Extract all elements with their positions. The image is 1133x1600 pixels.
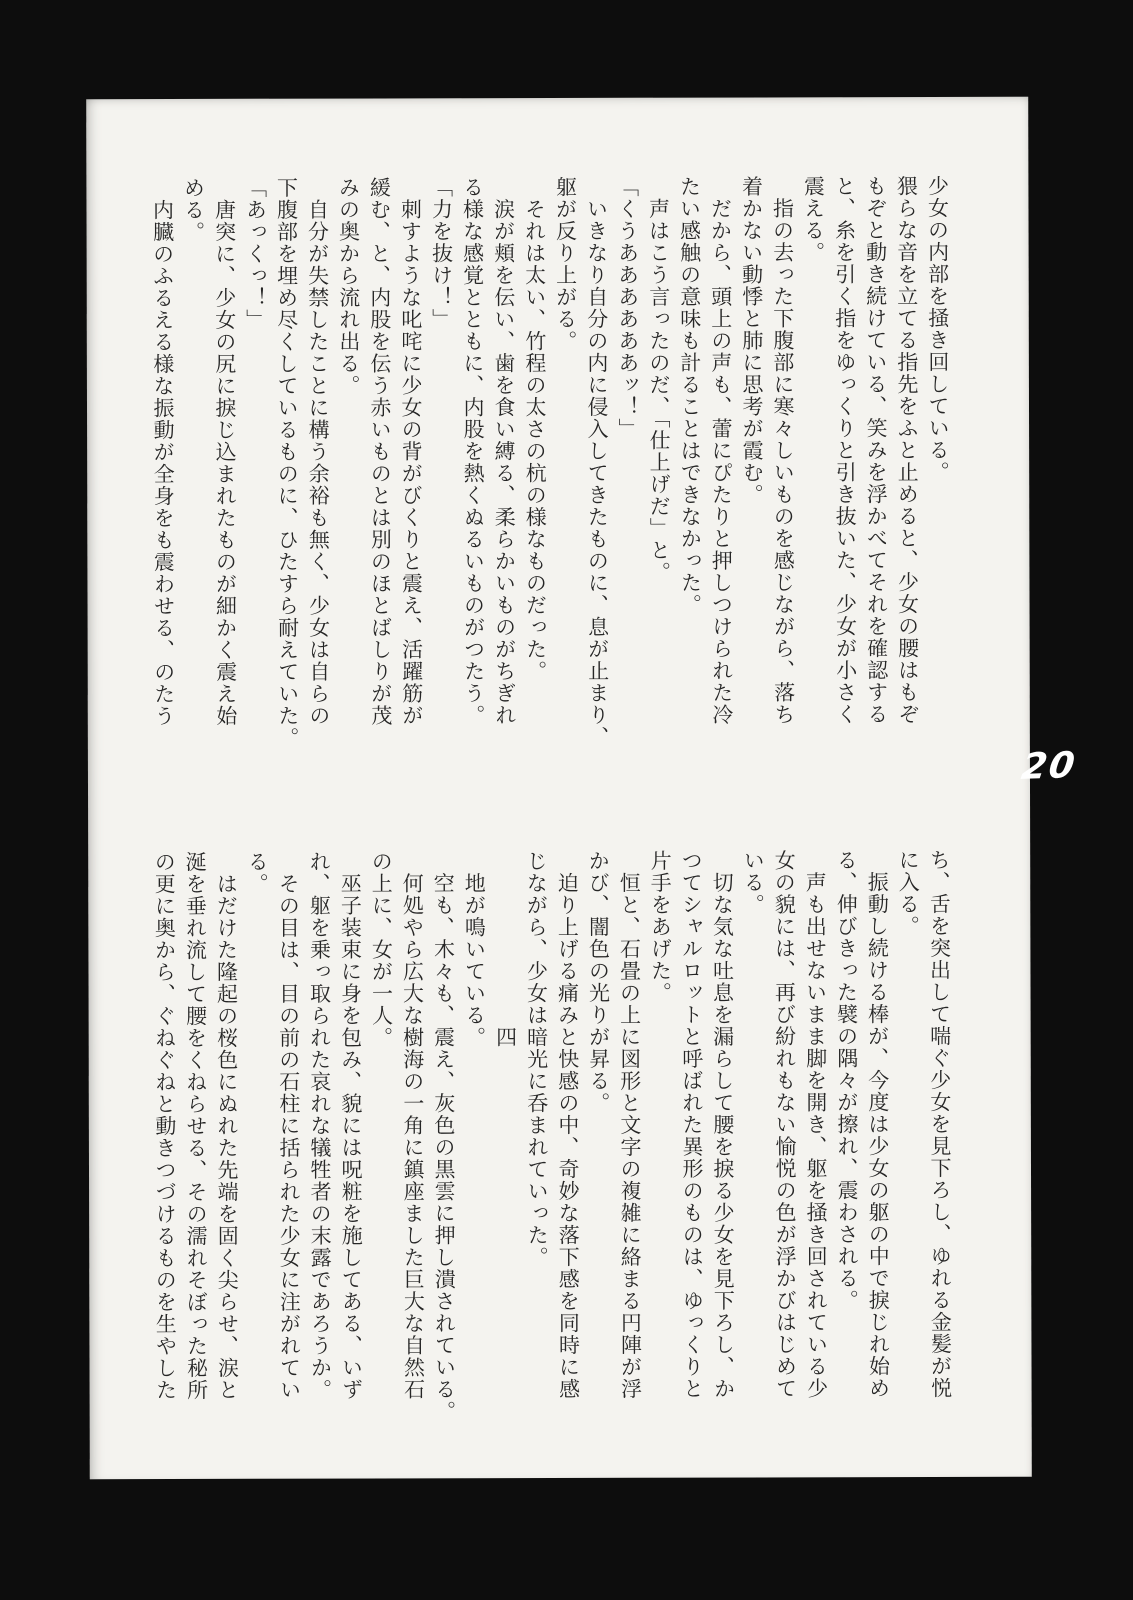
text-column: たい感触の意味も計ることはできなかった。 (677, 175, 703, 616)
text-column: 「あっくっ！」 (243, 176, 268, 331)
book-page (86, 97, 1032, 1479)
text-column: その目は、目の前の石柱に括られた少女に注がれてい (276, 850, 302, 1401)
text-column: じながら、少女は暗光に呑まれていった。 (524, 850, 550, 1269)
text-column: 四 (493, 850, 518, 1049)
text-column: 唐突に、少女の尻に捩じ込まれたものが細かく震え始 (212, 176, 238, 727)
text-column: 女の貌には、再び紛れもない愉悦の色が浮かびはじめて (772, 849, 798, 1400)
text-column: 巫子装束に身を包み、貌には呪粧を施してある、いず (338, 850, 364, 1401)
text-column: に入る。 (896, 849, 921, 938)
text-column: みの奥から流れ出る。 (336, 176, 361, 397)
text-column: る。 (245, 850, 270, 895)
text-column: もぞと動き続けている、笑みを浮かべてそれを確認する (863, 175, 889, 726)
text-column: 声も出せないまま脚を開き、躯を掻き回されている少 (803, 849, 829, 1400)
text-block-lower (148, 849, 956, 1451)
text-column: の更に奥から、ぐねぐねと動きつづけるものを生やした (152, 851, 178, 1402)
text-column: める。 (181, 176, 206, 243)
text-column: 内臓のふるえる様な振動が全身をも震わせる、のたう (150, 177, 176, 728)
text-column: 空も、木々も、震え、灰色の黒雲に押し潰されている。 (431, 850, 457, 1423)
text-column: 地が鳴いている。 (462, 850, 487, 1049)
text-column: 「力を抜け！」 (429, 176, 454, 331)
text-column: 指の去った下腹部に寒々しいものを感じながら、落ち (770, 175, 796, 726)
text-column: 猥らな音を立てる指先をふと止めると、少女の腰はもぞ (894, 175, 920, 726)
text-column: それは太い、竹程の太さの杭の様なものだった。 (522, 176, 548, 683)
page-number: 20 (1018, 745, 1080, 788)
text-column: 切な気な吐息を漏らして腰を捩る少女を見下ろし、か (710, 849, 736, 1400)
text-column: る様な感覚とともに、内股を熱くぬるいものがつたう。 (460, 176, 486, 727)
text-column: ち、舌を突出して喘ぐ少女を見下ろし、ゆれる金髪が悦 (927, 848, 953, 1400)
text-column: 涎を垂れ流して腰をくねらせる、その濡れそぼった秘所 (183, 850, 209, 1401)
text-column: かび、闇色の光りが昇る。 (586, 849, 611, 1114)
text-column: 迫り上げる痛みと快感の中、奇妙な落下感を同時に感 (555, 849, 581, 1401)
text-column: 少女の内部を掻き回している。 (925, 174, 951, 484)
text-column: の上に、女が一人。 (369, 850, 394, 1049)
text-column: 振動し続ける棒が、今度は少女の躯の中で捩じれ始め (865, 849, 891, 1400)
text-column: 声はこう言ったのだ、「仕上げだ」と。 (646, 175, 672, 584)
text-column: いきなり自分の内に侵入してきたものに、息が止まり、 (584, 175, 610, 748)
text-column: 「くうああああああッ！」 (615, 175, 641, 440)
text-column: いる。 (741, 849, 766, 916)
text-column: 自分が失禁したことに構う余裕も無く、少女は自らの (305, 176, 331, 727)
text-column: と、糸を引く指をゆっくりと引き抜いた、少女が小さく (832, 175, 858, 726)
text-column: 何処やら広大な樹海の一角に鎮座ました巨大な自然石 (400, 850, 426, 1401)
text-column: 躯が反り上がる。 (553, 175, 578, 353)
text-column: る、伸びきった襞の隅々が擦れ、震わされる。 (834, 849, 860, 1312)
text-column: 震える。 (801, 175, 826, 264)
text-column: 恒と、石畳の上に図形と文字の複雑に絡まる円陣が浮 (617, 849, 643, 1400)
text-column: れ、躯を乗っ取られた哀れな犠牲者の末露であろうか。 (307, 850, 333, 1401)
text-column: 緩む、と、内股を伝う赤いものとは別のほとばしりが茂 (367, 176, 393, 727)
text-column: はだけた隆起の桜色にぬれた先端を固く尖らせ、涙と (214, 850, 240, 1401)
text-column: だから、頭上の声も、蕾にぴたりと押しつけられた冷 (708, 175, 734, 726)
text-column: 下腹部を埋め尽くしているものに、ひたすら耐えていた。 (274, 176, 300, 749)
text-block-upper (146, 175, 954, 777)
text-column: 刺すような叱咤に少女の背がびくりと震え、活躍筋が (398, 176, 424, 727)
text-column: 涙が頬を伝い、歯を食い縛る、柔らかいものがちぎれ (491, 176, 517, 727)
text-column: 片手をあげた。 (648, 849, 673, 1004)
text-column: つてシャルロットと呼ばれた異形のものは、ゆっくりと (679, 849, 705, 1400)
text-column: 着かない動悸と肺に思考が霞む。 (739, 175, 765, 506)
